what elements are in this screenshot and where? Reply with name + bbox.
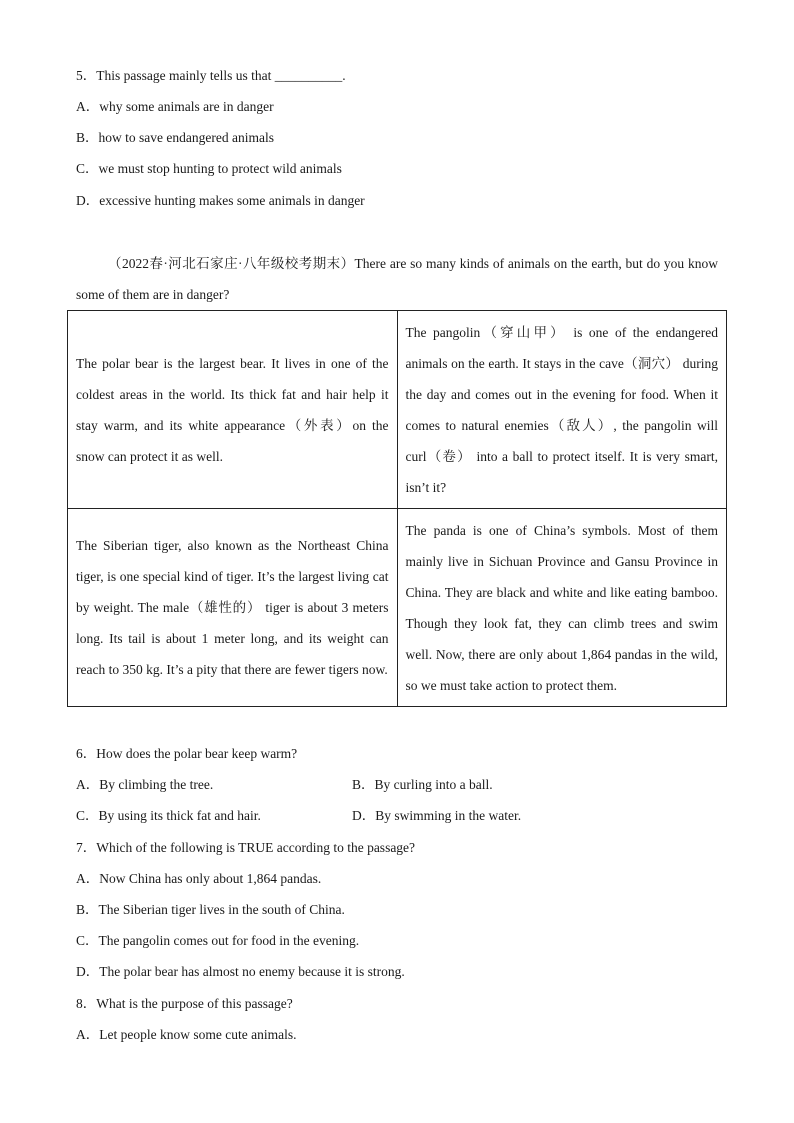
panda-cell: The panda is one of China’s symbols. Most of them mainly live in Sichuan Province and Gansu Province in China. They are black and white and like eating bamboo. Though they look fat, they can climb trees and swim well. Now, there are only about 1,864 pandas in the wild, so we must take action to protect them.	[397, 509, 727, 707]
q5-option-a: A．why some animals are in danger	[76, 99, 274, 114]
q5-stem: 5．This passage mainly tells us that __________.	[76, 68, 346, 83]
q7-option-a: A．Now China has only about 1,864 pandas.	[76, 871, 322, 886]
polar-bear-cell: The polar bear is the largest bear. It lives in one of the coldest areas in the world. Its thick fat and hair help it stay warm, and its white appearance（外表）on the snow can protect it as well.	[68, 311, 398, 509]
q7-stem: 7．Which of the following is TRUE according to the passage?	[76, 840, 416, 855]
q6-stem: 6．How does the polar bear keep warm?	[76, 746, 298, 761]
pangolin-cell: The pangolin（穿山甲） is one of the endangered animals on the earth. It stays in the cave（洞穴） during the day and comes out in the evening for food. When it comes to natural enemies（敌人）, the pangolin will curl（卷） into a ball to protect itself. It is very smart, isn’t it?	[397, 311, 727, 509]
q5-option-d: D．excessive hunting makes some animals in danger	[76, 193, 365, 208]
table-row	[68, 509, 727, 707]
animal-info-table	[67, 310, 727, 707]
table-row	[68, 311, 727, 509]
tiger-cell: The Siberian tiger, also known as the Northeast China tiger, is one special kind of tiger. It’s the largest living cat by weight. The male（雄性的） tiger is about 3 meters long. Its tail is about 1 meter long, and its weight can reach to 350 kg. It’s a pity that there are fewer tigers now.	[68, 509, 398, 707]
q6-option-b: B．By curling into a ball.	[352, 777, 493, 792]
q6-option-a: A．By climbing the tree.	[76, 777, 214, 792]
q8-option-a: A．Let people know some cute animals.	[76, 1027, 297, 1042]
q7-option-b: B．The Siberian tiger lives in the south of China.	[76, 902, 345, 917]
q7-option-c: C．The pangolin comes out for food in the evening.	[76, 933, 360, 948]
q7-option-d: D．The polar bear has almost no enemy because it is strong.	[76, 964, 405, 979]
q5-option-b: B．how to save endangered animals	[76, 130, 274, 145]
passage-intro: （2022春·河北石家庄·八年级校考期末）There are so many kinds of animals on the earth, but do you know some of them are in danger?	[76, 256, 718, 302]
q5-option-c: C．we must stop hunting to protect wild animals	[76, 161, 342, 176]
q8-stem: 8．What is the purpose of this passage?	[76, 996, 293, 1011]
q6-option-d: D．By swimming in the water.	[352, 808, 522, 823]
q6-option-c: C．By using its thick fat and hair.	[76, 808, 261, 823]
